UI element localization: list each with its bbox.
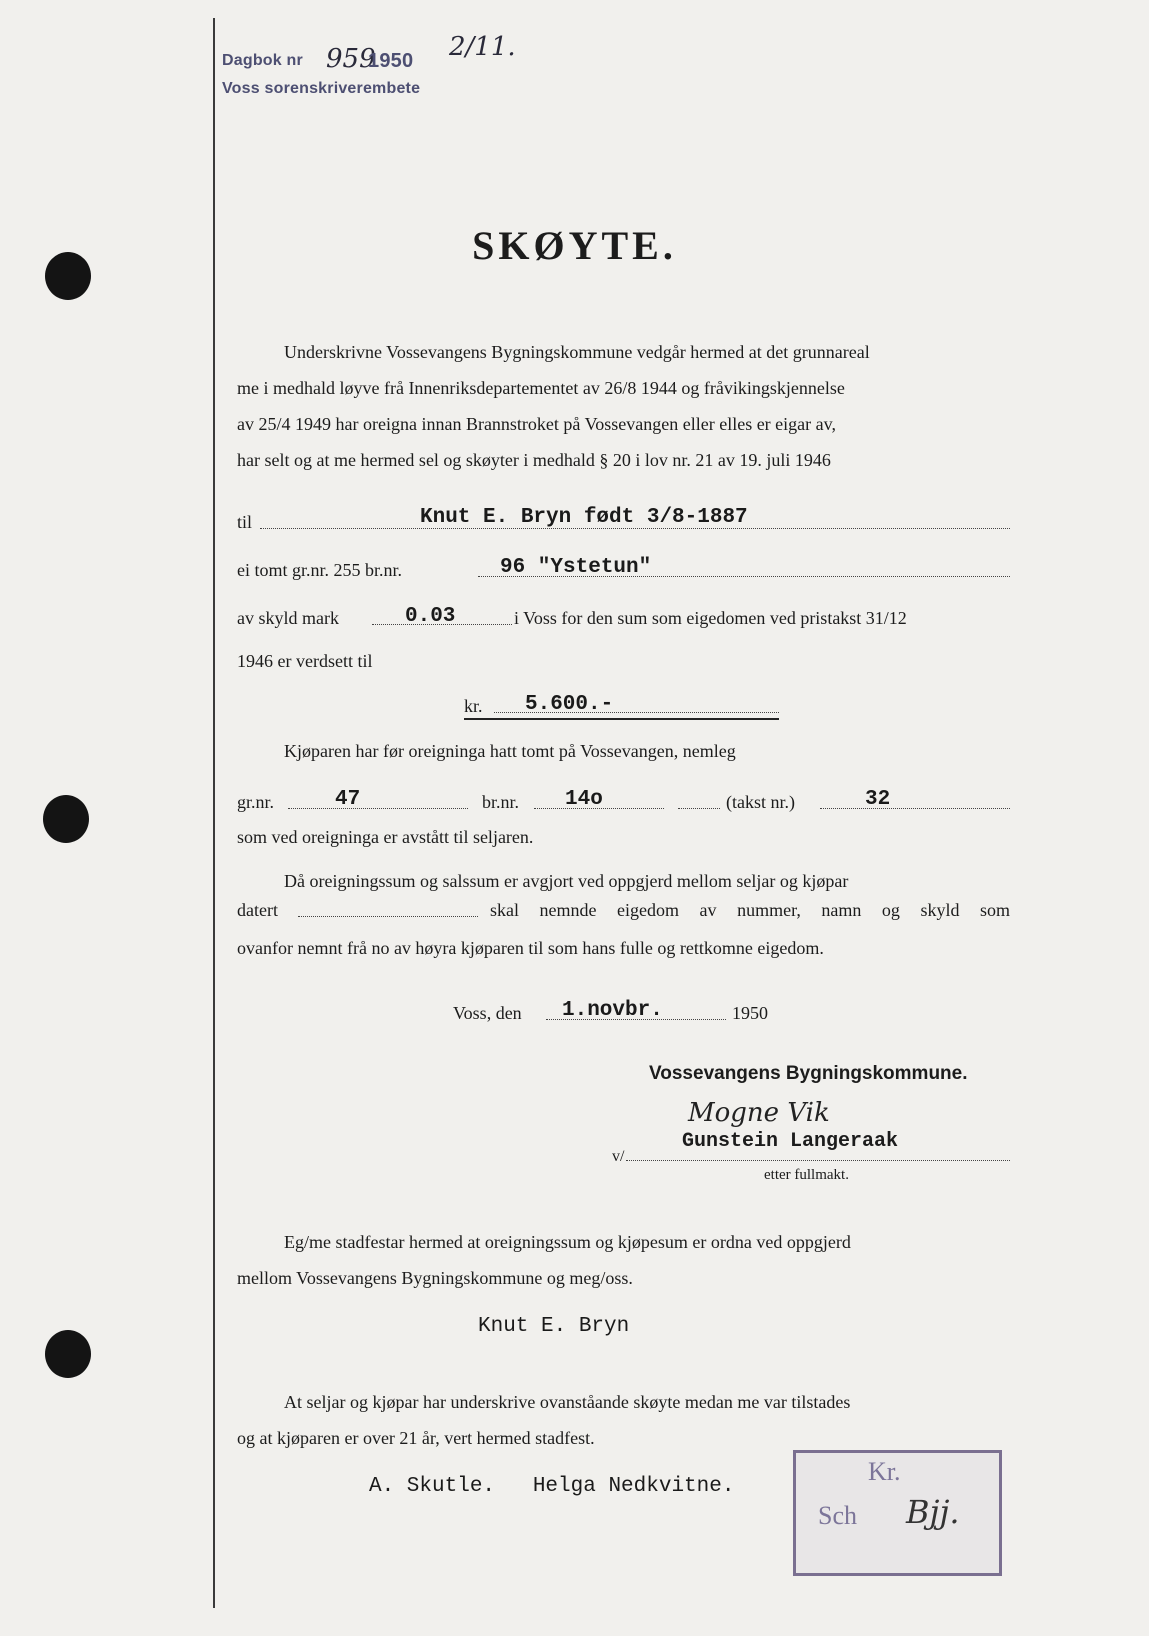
settlement-line-2-rest: skal nemnde eigedom av nummer, namn og skyld som bbox=[490, 900, 1010, 920]
office-stamp-line2: Sch bbox=[818, 1501, 857, 1530]
amount-label: kr. bbox=[464, 696, 483, 716]
confirm-line-1: Eg/me stadfestar hermed at oreigningssum og kjøpesum er ordna ved oppgjerd bbox=[284, 1232, 851, 1252]
date-field: 1.novbr. bbox=[562, 999, 663, 1022]
registry-number: 959 bbox=[326, 44, 376, 74]
prev-grnr-field: 47 bbox=[335, 788, 361, 811]
registry-date: 2/11. bbox=[449, 32, 516, 62]
registry-stamp-line1 bbox=[222, 52, 303, 70]
office-stamp-line1: Kr. bbox=[868, 1457, 901, 1486]
signatory-name: Gunstein Langeraak bbox=[682, 1130, 899, 1153]
settlement-line-1: Då oreigningssum og salssum er avgjort ved oppgjerd mellom seljar og kjøpar bbox=[284, 871, 849, 891]
prev-brnr-label: br.nr. bbox=[482, 792, 520, 812]
prev-takst-line bbox=[820, 808, 1010, 809]
prev-grnr-label: gr.nr. bbox=[237, 792, 275, 812]
handwritten-signature: Mogne Vik bbox=[688, 1098, 830, 1128]
settlement-datert-label: datert bbox=[237, 900, 278, 920]
buyer-signature: Knut E. Bryn bbox=[478, 1315, 630, 1338]
buyer-name-field: Knut E. Bryn født 3/8-1887 bbox=[420, 506, 748, 529]
registry-label: Dagbok nr bbox=[222, 52, 303, 69]
place-label: Voss, den bbox=[453, 1003, 522, 1023]
settlement-datert-line bbox=[298, 916, 478, 917]
document-title: SKØYTE. bbox=[472, 223, 677, 268]
tomt-label: ei tomt gr.nr. 255 br.nr. bbox=[237, 560, 402, 580]
registry-year: 1950 bbox=[368, 50, 414, 72]
organisation-name: Vossevangens Bygningskommune. bbox=[649, 1063, 968, 1084]
settlement-line-3: ovanfor nemnt frå no av høyra kjøparen til som hans fulle og rettkomne eigedom. bbox=[237, 938, 824, 958]
prev-takst-field: 32 bbox=[865, 788, 891, 811]
intro-line-3: av 25/4 1949 har oreigna innan Brannstroket på Vossevangen eller elles er eigar av, bbox=[237, 414, 836, 434]
year-text: 1950 bbox=[732, 1003, 768, 1023]
fullmakt-text: etter fullmakt. bbox=[764, 1167, 849, 1183]
witness-line-1: At seljar og kjøpar har underskrive ovanståande skøyte medan me var tilstades bbox=[284, 1392, 851, 1412]
skyld-label: av skyld mark bbox=[237, 608, 339, 628]
amount-underline bbox=[464, 718, 779, 720]
brnr-field: 96 "Ystetun" bbox=[500, 556, 652, 579]
prev-takst-label: (takst nr.) bbox=[726, 792, 795, 812]
til-label: til bbox=[237, 512, 253, 532]
signature-prefix: v/ bbox=[612, 1148, 625, 1165]
office-stamp-initials: Bjj. bbox=[906, 1493, 960, 1531]
intro-line-1: Underskrivne Vossevangens Bygningskommune vedgår hermed at det grunnareal bbox=[284, 342, 870, 362]
punch-hole bbox=[45, 1330, 91, 1378]
avstatt-text: som ved oreigninga er avstått til seljaren. bbox=[237, 827, 534, 847]
signature-line bbox=[626, 1160, 1010, 1161]
registry-office: Voss sorenskriverembete bbox=[222, 80, 421, 97]
witness-line-2: og at kjøparen er over 21 år, vert hermed stadfest. bbox=[237, 1428, 595, 1448]
punch-hole bbox=[43, 795, 89, 843]
skyld-field: 0.03 bbox=[405, 605, 456, 628]
prev-spacer-line bbox=[678, 808, 720, 809]
confirm-line-2: mellom Vossevangens Bygningskommune og meg/oss. bbox=[237, 1268, 633, 1288]
witness-signatures: A. Skutle. Helga Nedkvitne. bbox=[369, 1475, 735, 1498]
office-stamp bbox=[793, 1450, 1002, 1576]
verdsett-text: 1946 er verdsett til bbox=[237, 651, 373, 671]
prev-brnr-field: 14o bbox=[565, 788, 603, 811]
intro-line-4: har selt og at me hermed sel og skøyter i medhald § 20 i lov nr. 21 av 19. juli 1946 bbox=[237, 450, 831, 470]
skyld-rest: i Voss for den sum som eigedomen ved pristakst 31/12 bbox=[514, 608, 907, 628]
amount-field: 5.600.- bbox=[525, 693, 614, 716]
intro-line-2: me i medhald løyve frå Innenriksdepartementet av 26/8 1944 og fråvikingskjennelse bbox=[237, 378, 845, 398]
previous-text: Kjøparen har før oreigninga hatt tomt på Vossevangen, nemleg bbox=[284, 741, 736, 761]
prev-grnr-line bbox=[288, 808, 468, 809]
